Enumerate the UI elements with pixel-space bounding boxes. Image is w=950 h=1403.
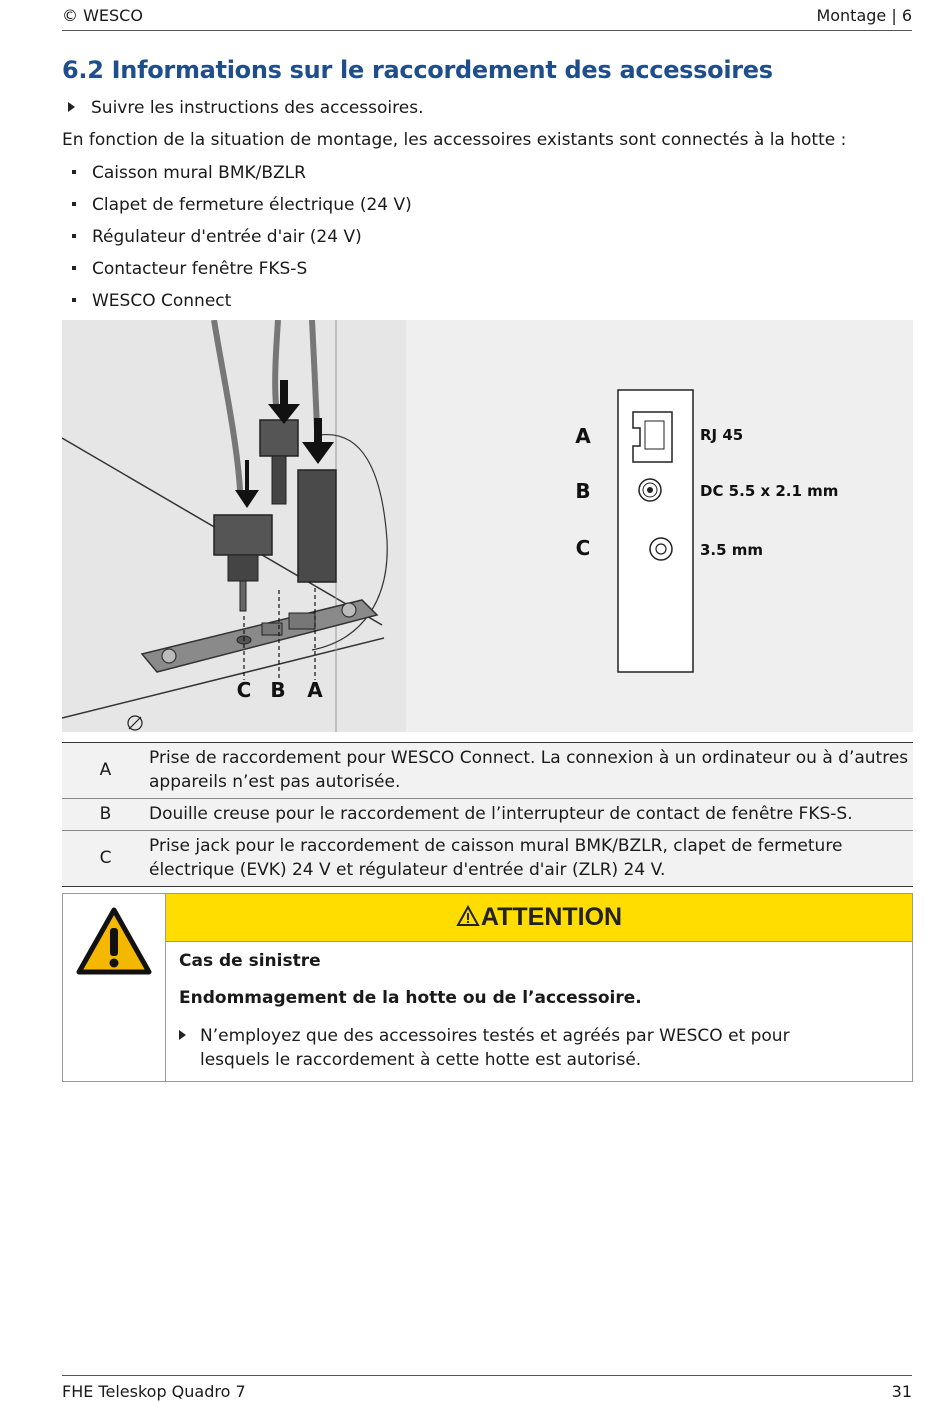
jack-plug-body xyxy=(228,555,258,581)
figure-label-b: B xyxy=(270,678,286,702)
panel-label-dc: DC 5.5 x 2.1 mm xyxy=(700,482,839,500)
page-header xyxy=(62,4,912,31)
warning-title: ATTENTION xyxy=(480,903,623,931)
step-arrow-icon xyxy=(68,102,75,112)
terminal-block-plug xyxy=(214,515,272,555)
table-row xyxy=(62,799,913,831)
instruction-text: Suivre les instructions des accessoires. xyxy=(91,98,424,118)
panel-label-rj45: RJ 45 xyxy=(700,426,744,444)
warning-action-text: N’employez que des accessoires testés et agréés par WESCO et pour lesquels le raccordement à cette hotte est autorisé. xyxy=(200,1026,790,1070)
panel-key-b: B xyxy=(575,479,591,503)
intro-paragraph: En fonction de la situation de montage, les accessoires existants sont connectés à la hotte : xyxy=(62,130,847,150)
legend-text: Prise jack pour le raccordement de caisson mural BMK/BZLR, clapet de fermeture électrique (EVK) 24 V et régulateur d'entrée d'air (ZLR) 24 V. xyxy=(149,831,913,887)
connection-illustration xyxy=(62,320,913,732)
dc-plug-body xyxy=(260,420,298,456)
legend-key: A xyxy=(62,743,149,799)
warning-banner xyxy=(166,894,912,942)
screw-icon xyxy=(162,649,176,663)
figure-label-c: C xyxy=(236,678,252,702)
list-item: Régulateur d'entrée d'air (24 V) xyxy=(72,226,412,258)
legend-table xyxy=(62,742,913,887)
warning-box xyxy=(62,893,913,1082)
warning-triangle-icon xyxy=(63,906,165,986)
warning-small-icon xyxy=(456,905,480,927)
connector-panel xyxy=(618,390,693,672)
page-number: 31 xyxy=(891,1382,912,1401)
legend-text: Prise de raccordement pour WESCO Connect. La connexion à un ordinateur ou à d’autres appareils n’est pas autorisée. xyxy=(149,743,913,799)
cable xyxy=(275,320,278,405)
footer-product: FHE Teleskop Quadro 7 xyxy=(62,1382,246,1401)
bullet-icon xyxy=(72,234,76,238)
panel-key-a: A xyxy=(575,424,591,448)
rj45-socket xyxy=(289,613,315,629)
legend-text: Douille creuse pour le raccordement de l’interrupteur de contact de fenêtre FKS-S. xyxy=(149,799,913,831)
list-item: Clapet de fermeture électrique (24 V) xyxy=(72,194,412,226)
screw-icon xyxy=(342,603,356,617)
bullet-icon xyxy=(72,170,76,174)
warning-subtitle: Cas de sinistre xyxy=(179,951,321,971)
bullet-icon xyxy=(72,202,76,206)
list-item: WESCO Connect xyxy=(72,290,412,322)
section-title: 6.2 Informations sur le raccordement des accessoires xyxy=(62,56,773,84)
header-copyright: © WESCO xyxy=(62,6,143,25)
panel-label-jack: 3.5 mm xyxy=(700,541,764,559)
header-chapter: Montage | 6 xyxy=(816,6,912,25)
figure-label-a: A xyxy=(307,678,323,702)
bullet-icon xyxy=(72,298,76,302)
bullet-icon xyxy=(72,266,76,270)
connection-figure xyxy=(62,320,913,732)
list-item: Caisson mural BMK/BZLR xyxy=(72,162,412,194)
table-row xyxy=(62,743,913,799)
warning-consequence: Endommagement de la hotte ou de l’accessoire. xyxy=(179,988,642,1008)
instruction-step xyxy=(68,98,423,118)
panel-key-c: C xyxy=(575,536,591,560)
accessory-list xyxy=(72,162,412,322)
warning-action xyxy=(179,1024,869,1072)
warning-icon-column xyxy=(63,894,166,1081)
legend-key: B xyxy=(62,799,149,831)
jack-plug-pin xyxy=(240,581,246,611)
step-arrow-icon xyxy=(179,1030,186,1040)
legend-key: C xyxy=(62,831,149,887)
rj45-plug xyxy=(298,470,336,582)
list-item: Contacteur fenêtre FKS-S xyxy=(72,258,412,290)
page-footer xyxy=(62,1375,912,1402)
dc-plug-barrel xyxy=(272,456,286,504)
table-row xyxy=(62,831,913,887)
